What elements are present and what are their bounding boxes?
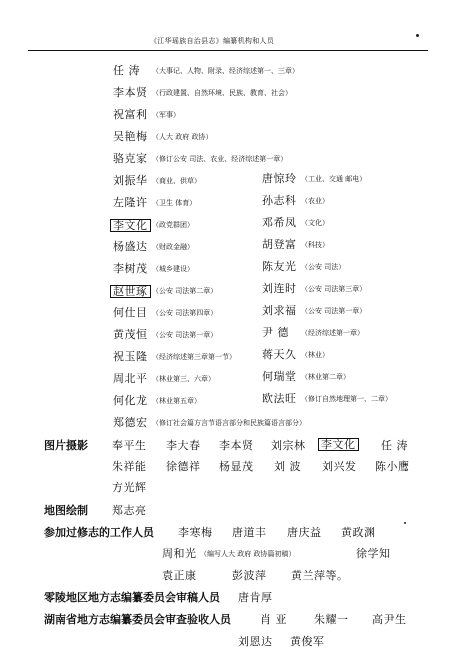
contributor-name: 左隆许 [113, 196, 148, 209]
photographer-name: 刘兴发 [322, 460, 357, 473]
contributor-name: 何化龙 [113, 394, 148, 407]
photographer-name-boxed: 李文化 [318, 438, 359, 451]
contributor-name: 欧法旺 [262, 392, 297, 405]
reviewer-name: 唐肯厚 [238, 591, 273, 604]
contributor-note: （卫生 体育） [152, 199, 197, 207]
map-drawer-name: 郑志亮 [112, 504, 147, 517]
contributor-name: 刘求福 [262, 304, 297, 317]
staff-name: 袁正康 [162, 569, 197, 582]
contributor-name: 杨盛达 [113, 240, 148, 253]
contributor-name: 陈友光 [262, 260, 297, 273]
staff-name: 徐学知 [356, 547, 391, 560]
contributor-note: （修订公安 司法、农业、经济综述第一章） [152, 155, 288, 163]
staff-note: （编写人大 政府 政协篇初稿） [200, 550, 296, 558]
contributor-note: （公安 司法第一章） [152, 331, 218, 339]
contributor-note: （经济综述第三章第一节） [152, 353, 236, 361]
contributor-name: 骆克家 [113, 152, 148, 165]
contributor-name: 郑德宏 [113, 416, 148, 429]
staff-name: 唐庆益 [287, 526, 322, 539]
contributor-name: 何瑞堂 [262, 370, 297, 383]
contributor-note: （文化） [301, 219, 329, 227]
contributor-name-boxed: 赵世琢 [110, 285, 151, 298]
contributor-note: （林业） [301, 351, 329, 359]
acceptance-name: 黄俊军 [290, 635, 325, 648]
contributor-name: 何仕目 [113, 306, 148, 319]
contributor-note: （科技） [301, 241, 329, 249]
photographer-name: 刘 波 [274, 460, 301, 473]
photographer-name: 徐德祥 [166, 460, 201, 473]
staff-name: 黄兰萍等。 [291, 569, 349, 582]
staff-name: 彭波萍 [232, 569, 267, 582]
contributor-note: （公安 司法） [301, 263, 346, 271]
staff-name: 周和光 [162, 547, 197, 560]
contributor-note: （城乡建设） [152, 265, 194, 273]
contributor-note: （公安 司法第三章） [301, 285, 367, 293]
acceptance-name: 高尹生 [372, 613, 407, 626]
photographer-name: 李本贤 [219, 439, 254, 452]
contributor-name: 刘振华 [113, 174, 148, 187]
contributor-note: （行政建置、自然环境、民族、教育、社会） [152, 89, 292, 97]
contributor-note: （修订自然地理第一、二章） [301, 395, 392, 403]
contributor-note: （大事记、人物、附录、经济综述第一、三章） [152, 67, 299, 75]
contributor-name: 周北平 [113, 372, 148, 385]
header-rule [28, 50, 428, 51]
contributor-name: 蒋天久 [262, 348, 297, 361]
section-label-lingling: 零陵地区地方志编纂委员会审稿人员 [44, 591, 220, 604]
contributor-note: （人大 政府 政协） [152, 133, 213, 141]
photographer-name: 任 涛 [381, 439, 408, 452]
section-label-photo: 图片摄影 [44, 439, 88, 452]
contributor-name: 黄茂恒 [113, 328, 148, 341]
contributor-note: （公安 司法第一章） [301, 307, 367, 315]
section-label-staff: 参加过修志的工作人员 [44, 526, 154, 539]
contributor-note: （财政金融） [152, 243, 194, 251]
scan-speck [416, 34, 419, 37]
contributor-note: （商业、供草） [152, 177, 201, 185]
acceptance-name: 朱耀一 [314, 613, 349, 626]
contributor-name: 吴艳梅 [113, 130, 148, 143]
photographer-name: 奉平生 [112, 439, 147, 452]
photographer-name: 陈小鹰 [375, 460, 410, 473]
section-label-hunan: 湖南省地方志编纂委员会审查验收人员 [44, 613, 231, 626]
contributor-name: 孙志科 [262, 194, 297, 207]
contributor-note: （林业第二章） [301, 373, 350, 381]
contributor-name: 祝富利 [113, 108, 148, 121]
contributor-note: （林业第三、六章） [152, 375, 215, 383]
photographer-name: 李大春 [166, 439, 201, 452]
acceptance-name: 肖 亚 [260, 613, 287, 626]
contributor-note: （公安 司法第二章） [152, 287, 218, 295]
page-header: 《江华瑶族自治县志》编纂机构和人员 [150, 37, 275, 45]
contributor-note: （公安 司法第四章） [152, 309, 218, 317]
contributor-name: 刘连时 [262, 282, 297, 295]
photographer-name: 杨显茂 [219, 460, 254, 473]
contributor-note: （修订社会篇方言节语言部分和民族篇语言部分） [152, 419, 306, 427]
contributor-name: 胡登富 [262, 238, 297, 251]
contributor-name: 尹 德 [262, 326, 289, 339]
acceptance-name: 刘恩达 [238, 635, 273, 648]
contributor-name: 李本贤 [113, 86, 148, 99]
contributor-note: （林业第五章） [152, 397, 201, 405]
contributor-note: （政党群团） [152, 221, 194, 229]
staff-name: 唐道丰 [232, 526, 267, 539]
staff-name: 黄政渊 [341, 526, 376, 539]
contributor-note: （农业） [301, 197, 329, 205]
contributor-name: 祝玉隆 [113, 350, 148, 363]
contributor-name: 李树茂 [113, 262, 148, 275]
section-label-map: 地图绘制 [44, 504, 88, 517]
staff-name: 李寒梅 [178, 526, 213, 539]
contributor-name: 唐惊玲 [262, 172, 297, 185]
contributor-name-boxed: 李文化 [110, 219, 151, 232]
contributor-note: （工业、交通 邮电） [301, 175, 367, 183]
contributor-name: 任 涛 [113, 64, 140, 77]
contributor-note: （军事） [152, 111, 180, 119]
photographer-name: 朱祥能 [112, 460, 147, 473]
photographer-name: 方光辉 [112, 481, 147, 494]
contributor-name: 邓希凤 [262, 216, 297, 229]
photographer-name: 刘宗林 [271, 439, 306, 452]
contributor-note: （经济综述第一章） [301, 329, 364, 337]
scan-speck [404, 522, 406, 524]
